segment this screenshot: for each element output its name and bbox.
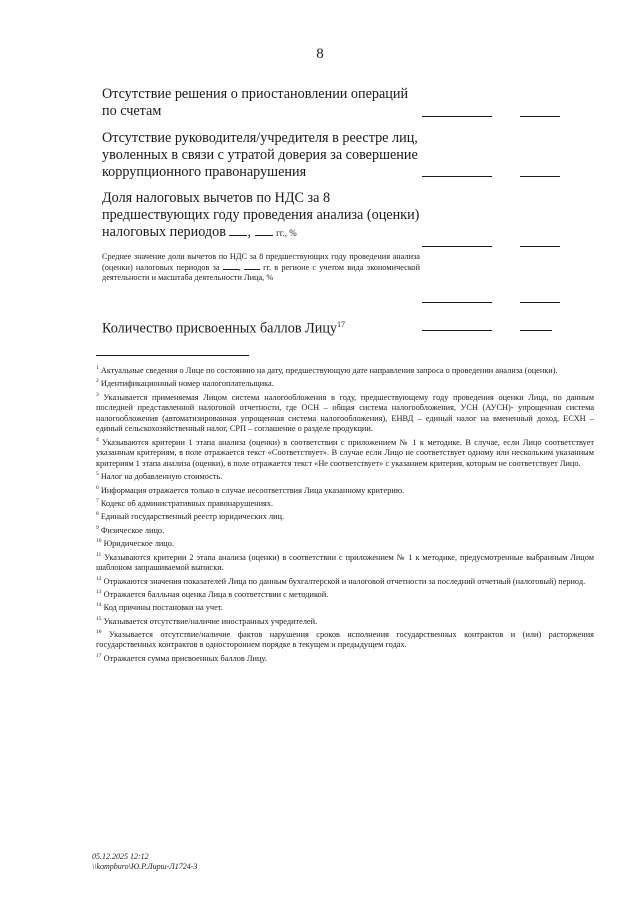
criterion-row-suspension xyxy=(102,86,422,120)
value-line xyxy=(520,116,560,117)
footnote-separator xyxy=(96,355,249,356)
value-line xyxy=(422,302,492,303)
footnote: $^9$ Физическое лицо. xyxy=(96,524,165,535)
footnote: $^2$ Идентификационный номер налогоплательщика. xyxy=(96,378,274,389)
footnotes xyxy=(96,363,594,664)
criterion-row-registry xyxy=(102,130,422,181)
year-blank xyxy=(255,235,273,236)
value-line xyxy=(422,246,492,247)
value-line xyxy=(520,302,560,303)
value-line xyxy=(422,330,492,331)
stamp-path: \\kompburo\Ю.Р.Лирш-Л1724-3 xyxy=(92,862,198,871)
footnote: $^7$ Кодекс об административных правонарушениях. xyxy=(96,498,274,508)
footnote: $^3$ Указывается применяемая Лицом система налогообложения в году, предшествующему году проведения оценки Лица, по данным последней представленной налоговой отчетности, где ОСН – общая система налогообложения, УСН (АУСН)- упрощенная система налогообложения (автоматизированная упрощенная система налогообложения), ЕНВД – единый налог на вмененный доход, ЕСХН – единый сельскохозяйственный налог, СРП – соглашение о разделе продукции. xyxy=(96,391,595,434)
footnote: $^{10}$ Юридическое лицо. xyxy=(96,538,174,548)
footnote: $^{16}$ Указывается отсутствие/наличие фактов нарушения сроков исполнения государственных контрактов и (или) расторжения государственных контрактов в одностороннем порядке в текущем и предыдущем годах. xyxy=(96,628,594,650)
footnote: $^{13}$ Отражается балльная оценка Лица в соответствии с методикой. xyxy=(96,588,329,599)
value-line xyxy=(422,116,492,117)
value-line xyxy=(520,330,552,331)
footnote: $^{17}$ Отражается сумма присвоенных баллов Лицу. xyxy=(96,652,267,663)
value-line xyxy=(422,176,492,177)
year-blank xyxy=(223,269,239,270)
unit-text: гг., % xyxy=(276,228,297,238)
criterion-row-vat-average xyxy=(102,252,420,284)
footnote: $^{15}$ Указывается отсутствие/наличие иностранных учредителей. xyxy=(96,615,318,626)
page-number: 8 xyxy=(316,46,324,62)
criterion-label: Отсутствие руководителя/учредителя в реестре лиц, уволенных в связи с утратой доверия за совершение коррупционного правонарушения xyxy=(102,130,418,180)
separator-text: , xyxy=(247,224,251,240)
criterion-label: Доля налоговых вычетов по НДС за 8 предшествующих году проведения анализа (оценки) налоговых периодов xyxy=(102,190,420,240)
footnote: $^{11}$ Указываются критерии 2 этапа анализа (оценки) в соответствии с приложением № 1 к методике, предусмотренные выбранным Лицом шаблоном запрашиваемой выписки. xyxy=(96,551,594,572)
criterion-label-cont: гг. в регионе с учетом вида экономической деятельности и масштаба деятельности Лица, % xyxy=(102,262,421,282)
criterion-label: Отсутствие решения о приостановлении операций по счетам xyxy=(102,86,409,119)
criterion-label: Количество присвоенных баллов Лицу xyxy=(102,320,338,337)
separator-text: , xyxy=(238,262,241,272)
footnote: $^6$ Информация отражается только в случае несоответствия Лица указанному критерию. xyxy=(96,484,405,495)
footnote: $^4$ Указываются критерии 1 этапа анализа (оценки) в соответствии с приложением № 1 к методике. В случае, если Лицо соответствует указанным критериям, в поле отражается текст «Соответствует». В случае если Лицо не соответствует одному или нескольким указанным критериям 1 этапа анализа (оценки), в поле отражается текст «Не соответствует» с указанием критерия, которым не соответствует Лицо. xyxy=(96,436,594,468)
value-line xyxy=(520,176,560,177)
stamp-date: 05.12.2025 12:12 xyxy=(92,852,149,861)
footnote: $^8$ Единый государственный реестр юридических лиц. xyxy=(96,511,285,522)
year-blank xyxy=(244,269,260,270)
value-line xyxy=(520,246,560,247)
footnote-ref: 17 xyxy=(337,320,346,329)
criterion-label: Среднее значение доли вычетов по НДС за 8 предшествующих году проведения анализа (оценки) налоговых периодов за xyxy=(102,252,420,272)
year-blank xyxy=(229,235,247,236)
print-stamp xyxy=(92,852,197,872)
footnote: $^5$ Налог на добавленную стоимость. xyxy=(96,471,223,482)
footnote: $^{14}$ Код причины постановки на учет. xyxy=(96,602,223,612)
criterion-row-vat-share xyxy=(102,190,422,242)
footnote: $^{12}$ Отражаются значения показателей Лица по данным бухгалтерской и налоговой отчетности за последний отчетный (налоговый) период. xyxy=(96,575,586,586)
criterion-row-score xyxy=(102,316,432,338)
footnote: $^1$ Актуальные сведения о Лице по состоянию на дату, предшествующую дате направления запроса о проведении анализа (оценки). xyxy=(96,365,558,375)
